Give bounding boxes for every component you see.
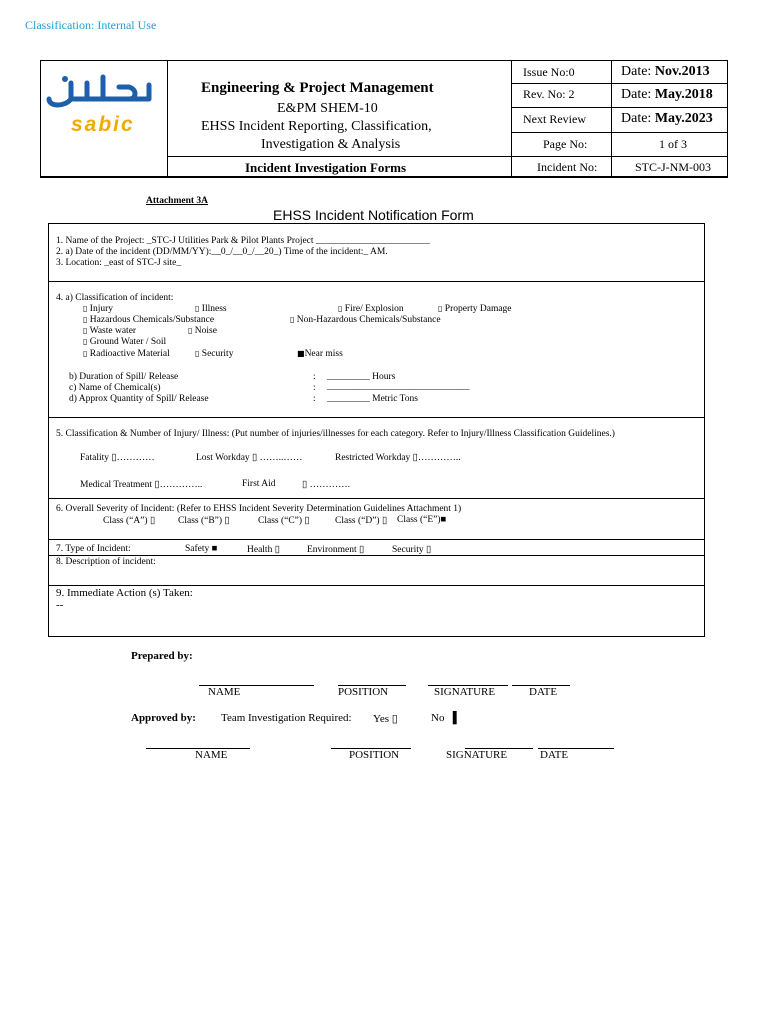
checkbox-class-d[interactable]: Class (“D”) ▯ [335,516,388,526]
checkbox-team-yes[interactable]: Yes ▯ [373,713,398,725]
checkbox-security[interactable]: ▯ Security [195,349,234,359]
page-label: Page No: [543,137,588,151]
classification-label: Classification: Internal Use [25,18,157,32]
page-value: 1 of 3 [659,137,687,151]
colon: : [313,383,316,393]
checkbox-class-e[interactable]: Class (“E”)■ [397,515,447,525]
checkbox-class-b[interactable]: Class (“B”) ▯ [178,516,230,526]
attachment-label: Attachment 3A [146,196,209,206]
checkbox-team-no[interactable]: No ▌ [431,712,461,724]
immediate-action-value[interactable]: -- [56,599,64,611]
subtitle-line2: Investigation & Analysis [261,137,401,152]
incident-value: STC-J-NM-003 [635,160,712,174]
spill-duration-label: b) Duration of Spill/ Release [69,372,179,382]
section-classification [48,281,705,418]
checkbox-radioactive[interactable]: ▯ Radioactive Material [83,349,170,359]
checkbox-type-security[interactable]: Security ▯ [392,545,432,555]
checkbox-environment[interactable]: Environment ▯ [307,545,365,555]
severity-heading: 6. Overall Severity of Incident: (Refer to EHSS Incident Severity Determination Guidelines Attachment 1) [56,504,462,514]
checkbox-fire-explosion[interactable]: ▯ Fire/ Explosion [338,304,404,314]
checkbox-waste-water[interactable]: ▯ Waste water [83,326,137,336]
issue-date: Date: Nov.2013 [621,64,710,79]
issue-label: Issue No:0 [523,65,575,79]
checkbox-health[interactable]: Health ▯ [247,545,280,555]
section-type [48,539,705,556]
approved-date-label: DATE [540,749,569,761]
checkbox-noise[interactable]: ▯ Noise [188,326,217,336]
approved-name-label: NAME [195,749,228,761]
first-aid-label: First Aid [242,479,276,489]
first-aid-field[interactable]: ▯ …………. [302,480,350,490]
header-title: Engineering & Project Management [201,80,434,96]
section-project-info [48,223,705,282]
colon: : [313,372,316,382]
checkbox-property-damage[interactable]: ▯ Property Damage [438,304,512,314]
type-label: 7. Type of Incident: [56,544,131,554]
next-review-label: Next Review [523,112,586,126]
form-title: EHSS Incident Notification Form [273,207,474,223]
checkbox-near-miss[interactable]: ■Near miss [297,349,343,359]
fatality-field[interactable]: Fatality ▯………… [80,453,155,463]
checkbox-non-hazardous[interactable]: ▯ Non-Hazardous Chemicals/Substance [290,315,441,325]
form-name: Incident Investigation Forms [245,160,407,175]
section-description [48,555,705,586]
rev-label: Rev. No: 2 [523,87,575,101]
project-name: 1. Name of the Project: _STC-J Utilities Park & Pilot Plants Project ________________________ [56,236,430,246]
checkbox-class-a[interactable]: Class (“A”) ▯ [103,516,156,526]
team-investigation-label: Team Investigation Required: [221,712,352,724]
prepared-date-label: DATE [529,686,558,698]
checkbox-injury[interactable]: ▯ Injury [83,304,113,314]
colon: : [313,394,316,404]
section-injury-classification [48,417,705,499]
chemical-name-label: c) Name of Chemical(s) [69,383,161,393]
checkbox-ground-water[interactable]: ▯ Ground Water / Soil [83,337,167,347]
incident-label: Incident No: [537,160,598,174]
section-immediate-action [48,585,705,637]
spill-quantity-label: d) Approx Quantity of Spill/ Release [69,394,209,404]
sabic-arabic-logo [45,69,157,116]
prepared-name-label: NAME [208,686,241,698]
checkbox-hazardous[interactable]: ▯ Hazardous Chemicals/Substance [83,315,215,325]
classification-heading: 4. a) Classification of incident: [56,293,174,303]
section-severity [48,498,705,540]
approved-position-label: POSITION [349,749,400,761]
medical-treatment-field[interactable]: Medical Treatment ▯………….. [80,480,203,490]
doc-code: E&PM SHEM-10 [277,101,378,116]
prepared-by-label: Prepared by: [131,650,193,662]
approved-signature-label: SIGNATURE [446,749,508,761]
checkbox-class-c[interactable]: Class (“C”) ▯ [258,516,310,526]
description-label: 8. Description of incident: [56,557,156,567]
chemical-name-field[interactable]: ______________________________ [327,382,470,392]
incident-location: 3. Location: _east of STC-J site_ [56,258,182,268]
spill-duration-field[interactable]: _________ Hours [327,372,396,382]
incident-date-time: 2. a) Date of the incident (DD/MM/YY):__0_/__0_/__20_) Time of the incident:_ AM. [56,247,388,257]
checkbox-safety[interactable]: Safety ■ [185,544,218,554]
lost-workday-field[interactable]: Lost Workday ▯ ……..…… [196,453,303,463]
document-header [40,60,728,178]
sabic-logo: sabic [71,113,135,136]
next-review-date: Date: May.2023 [621,111,713,126]
prepared-signature-label: SIGNATURE [434,686,496,698]
subtitle-line1: EHSS Incident Reporting, Classification, [201,119,432,134]
spill-quantity-field[interactable]: _________ Metric Tons [327,394,418,404]
checkbox-illness[interactable]: ▯ Illness [195,304,227,314]
prepared-position-label: POSITION [338,686,389,698]
injury-heading: 5. Classification & Number of Injury/ Illness: (Put number of injuries/illnesses for each category. Refer to Injury/Illness Classification Guidelines.) [56,429,615,439]
approved-by-label: Approved by: [131,712,196,724]
immediate-action-label: 9. Immediate Action (s) Taken: [56,587,193,599]
rev-date: Date: May.2018 [621,87,713,102]
restricted-workday-field[interactable]: Restricted Workday ▯………….. [335,453,461,463]
